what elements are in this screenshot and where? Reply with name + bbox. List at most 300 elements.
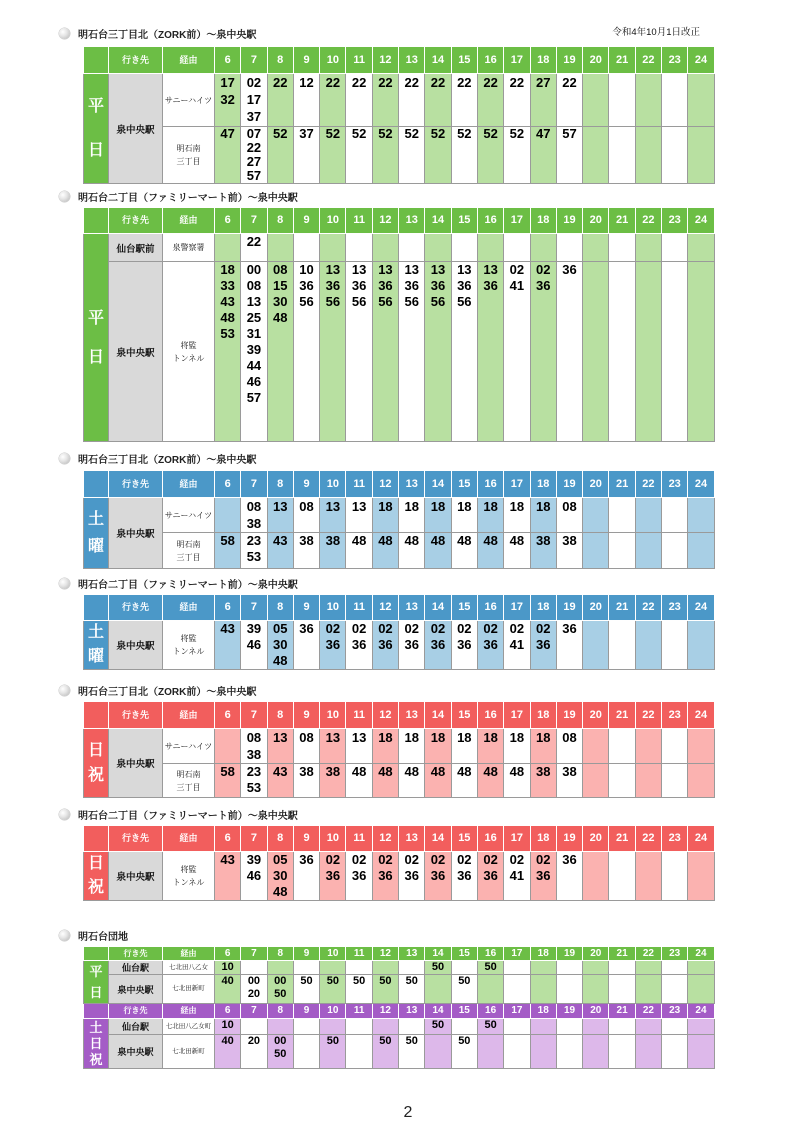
departure-times-19: 22 — [556, 74, 582, 127]
departure-times-23 — [662, 234, 688, 262]
departure-times-12 — [372, 1019, 398, 1035]
departure-times-24 — [688, 234, 714, 262]
day-label: 日祝 — [88, 855, 105, 896]
day-label-cell — [84, 961, 109, 1004]
departure-times-9: 36 — [293, 852, 319, 901]
day-label-cell — [84, 498, 109, 569]
departure-times-18: 38 — [530, 533, 556, 569]
via-stop: サニーハイツ — [163, 74, 215, 127]
header-hour-11: 11 — [346, 947, 372, 961]
day-label: 日祝 — [88, 742, 105, 784]
departure-times-9: 36 — [293, 621, 319, 670]
departure-times-10: 38 — [320, 764, 346, 798]
day-label-cell — [84, 729, 109, 798]
header-hour-19: 19 — [556, 826, 582, 852]
page-number: 2 — [403, 1104, 413, 1121]
header-corner — [84, 47, 109, 74]
header-hour-6: 6 — [215, 826, 241, 852]
departure-times-17: 48 — [504, 533, 530, 569]
header-hour-10: 10 — [320, 208, 346, 234]
header-hour-24: 24 — [688, 702, 714, 729]
header-hour-12: 12 — [372, 826, 398, 852]
header-via: 経由 — [163, 208, 215, 234]
destination: 泉中央駅 — [109, 852, 163, 901]
departure-times-19: 57 — [556, 127, 582, 184]
departure-times-11: 13 — [346, 729, 372, 764]
departure-times-15 — [451, 1019, 477, 1035]
departure-times-20 — [583, 975, 609, 1004]
header-hour-8: 8 — [267, 595, 293, 621]
departure-times-21 — [609, 533, 635, 569]
departure-times-22 — [635, 621, 661, 670]
departure-times-23 — [662, 852, 688, 901]
departure-times-22 — [635, 852, 661, 901]
departure-times-21 — [609, 729, 635, 764]
header-corner — [84, 947, 109, 961]
header-hour-9: 9 — [293, 208, 319, 234]
header-destination: 行き先 — [109, 1004, 163, 1019]
departure-times-16: 52 — [477, 127, 503, 184]
header-hour-8: 8 — [267, 947, 293, 961]
header-hour-15: 15 — [451, 826, 477, 852]
day-label: 土日祝 — [89, 1019, 103, 1067]
departure-times-16: 50 — [477, 1019, 503, 1035]
departure-times-9: 08 — [293, 729, 319, 764]
departure-times-23 — [662, 74, 688, 127]
header-hour-13: 13 — [399, 471, 425, 498]
header-hour-18: 18 — [530, 826, 556, 852]
header-corner — [84, 595, 109, 621]
departure-times-21 — [609, 961, 635, 975]
departure-times-21 — [609, 764, 635, 798]
header-hour-23: 23 — [662, 826, 688, 852]
departure-times-19: 36 — [556, 852, 582, 901]
departure-times-23 — [662, 262, 688, 442]
header-hour-6: 6 — [215, 47, 241, 74]
departure-times-15: 02 36 — [451, 852, 477, 901]
departure-times-17: 22 — [504, 74, 530, 127]
departure-times-11 — [346, 1019, 372, 1035]
header-destination: 行き先 — [109, 47, 163, 74]
header-hour-21: 21 — [609, 1004, 635, 1019]
departure-times-17 — [504, 975, 530, 1004]
departure-times-6 — [215, 234, 241, 262]
departure-times-23 — [662, 498, 688, 533]
departure-times-11 — [346, 961, 372, 975]
header-hour-24: 24 — [688, 471, 714, 498]
departure-times-19 — [556, 961, 582, 975]
departure-times-13: 02 36 — [399, 621, 425, 670]
section-heading — [59, 928, 128, 942]
timetable-row — [84, 498, 715, 533]
timetable-row — [84, 1035, 715, 1069]
departure-times-13 — [399, 1019, 425, 1035]
departure-times-11: 48 — [346, 764, 372, 798]
departure-times-23 — [662, 961, 688, 975]
departure-times-20 — [583, 764, 609, 798]
departure-times-24 — [688, 74, 714, 127]
header-hour-16: 16 — [477, 826, 503, 852]
header-hour-16: 16 — [477, 947, 503, 961]
departure-times-16: 13 36 — [477, 262, 503, 442]
timetable — [83, 594, 715, 670]
timetable-row — [84, 262, 715, 442]
departure-times-22 — [635, 533, 661, 569]
departure-times-11: 48 — [346, 533, 372, 569]
header-hour-21: 21 — [609, 47, 635, 74]
departure-times-13: 50 — [399, 975, 425, 1004]
header-hour-14: 14 — [425, 702, 451, 729]
departure-times-20 — [583, 127, 609, 184]
departure-times-8 — [267, 234, 293, 262]
header-hour-22: 22 — [635, 208, 661, 234]
departure-times-24 — [688, 498, 714, 533]
bullet-icon — [59, 453, 70, 464]
departure-times-11: 13 36 56 — [346, 262, 372, 442]
departure-times-20 — [583, 1019, 609, 1035]
departure-times-12: 18 — [372, 498, 398, 533]
header-hour-16: 16 — [477, 1004, 503, 1019]
header-hour-12: 12 — [372, 702, 398, 729]
via-stop: 七北田八乙女町 — [163, 1019, 215, 1035]
departure-times-14: 50 — [425, 1019, 451, 1035]
header-row — [84, 826, 715, 852]
header-hour-19: 19 — [556, 471, 582, 498]
departure-times-19: 38 — [556, 533, 582, 569]
departure-times-17 — [504, 1019, 530, 1035]
header-hour-6: 6 — [215, 702, 241, 729]
day-label-cell — [84, 852, 109, 901]
header-hour-13: 13 — [399, 1004, 425, 1019]
section-title: 明石台三丁目北（ZORK前）～泉中央駅 — [78, 454, 257, 466]
header-hour-22: 22 — [635, 595, 661, 621]
departure-times-13: 18 — [399, 498, 425, 533]
departure-times-6: 40 — [215, 975, 241, 1004]
header-hour-20: 20 — [583, 826, 609, 852]
day-label: 土曜 — [88, 511, 105, 555]
header-hour-21: 21 — [609, 595, 635, 621]
departure-times-9 — [293, 1035, 319, 1069]
departure-times-17: 48 — [504, 764, 530, 798]
departure-times-19 — [556, 1035, 582, 1069]
departure-times-15: 48 — [451, 533, 477, 569]
header-hour-18: 18 — [530, 702, 556, 729]
header-hour-21: 21 — [609, 208, 635, 234]
departure-times-15: 22 — [451, 74, 477, 127]
departure-times-8: 13 — [267, 729, 293, 764]
departure-times-9 — [293, 234, 319, 262]
departure-times-17 — [504, 961, 530, 975]
departure-times-8: 00 50 — [267, 975, 293, 1004]
header-hour-16: 16 — [477, 47, 503, 74]
destination: 泉中央駅 — [109, 1035, 163, 1069]
header-row — [84, 1004, 715, 1019]
departure-times-21 — [609, 74, 635, 127]
departure-times-14 — [425, 1035, 451, 1069]
departure-times-16: 48 — [477, 533, 503, 569]
departure-times-24 — [688, 764, 714, 798]
departure-times-7: 00 08 13 25 31 39 44 46 57 — [241, 262, 267, 442]
header-hour-18: 18 — [530, 47, 556, 74]
departure-times-15: 18 — [451, 729, 477, 764]
departure-times-14: 52 — [425, 127, 451, 184]
departure-times-20 — [583, 234, 609, 262]
header-hour-19: 19 — [556, 947, 582, 961]
departure-times-14 — [425, 975, 451, 1004]
header-hour-14: 14 — [425, 1004, 451, 1019]
header-hour-10: 10 — [320, 1004, 346, 1019]
destination: 仙台駅前 — [109, 234, 163, 262]
departure-times-7 — [241, 961, 267, 975]
departure-times-21 — [609, 127, 635, 184]
header-hour-19: 19 — [556, 595, 582, 621]
header-hour-15: 15 — [451, 1004, 477, 1019]
departure-times-6 — [215, 498, 241, 533]
departure-times-10: 22 — [320, 74, 346, 127]
section-title: 明石台二丁目（ファミリーマート前）～泉中央駅 — [78, 579, 298, 591]
timetable — [83, 946, 715, 1069]
departure-times-20 — [583, 498, 609, 533]
header-hour-9: 9 — [293, 1004, 319, 1019]
header-hour-19: 19 — [556, 47, 582, 74]
bullet-icon — [59, 685, 70, 696]
destination: 泉中央駅 — [109, 74, 163, 184]
departure-times-19: 08 — [556, 729, 582, 764]
day-label-cell — [84, 1019, 109, 1069]
departure-times-17: 02 41 — [504, 621, 530, 670]
departure-times-7: 00 20 — [241, 975, 267, 1004]
departure-times-6: 43 — [215, 621, 241, 670]
header-hour-18: 18 — [530, 471, 556, 498]
header-hour-11: 11 — [346, 1004, 372, 1019]
departure-times-6: 58 — [215, 533, 241, 569]
departure-times-21 — [609, 1019, 635, 1035]
departure-times-8: 05 30 48 — [267, 852, 293, 901]
day-label-cell — [84, 74, 109, 184]
timetable — [83, 825, 715, 901]
timetable-row — [84, 975, 715, 1004]
header-hour-10: 10 — [320, 471, 346, 498]
departure-times-15 — [451, 234, 477, 262]
departure-times-8: 22 — [267, 74, 293, 127]
header-hour-23: 23 — [662, 1004, 688, 1019]
departure-times-8: 43 — [267, 764, 293, 798]
header-hour-12: 12 — [372, 47, 398, 74]
header-destination: 行き先 — [109, 208, 163, 234]
departure-times-21 — [609, 498, 635, 533]
departure-times-22 — [635, 1035, 661, 1069]
header-hour-20: 20 — [583, 471, 609, 498]
departure-times-14: 50 — [425, 961, 451, 975]
header-hour-23: 23 — [662, 947, 688, 961]
departure-times-16: 18 — [477, 498, 503, 533]
departure-times-11: 02 36 — [346, 852, 372, 901]
departure-times-16: 22 — [477, 74, 503, 127]
day-label: 平日 — [88, 97, 105, 159]
header-hour-21: 21 — [609, 826, 635, 852]
header-hour-9: 9 — [293, 595, 319, 621]
header-hour-16: 16 — [477, 702, 503, 729]
departure-times-7: 07 22 27 57 — [241, 127, 267, 184]
header-hour-23: 23 — [662, 471, 688, 498]
header-hour-9: 9 — [293, 702, 319, 729]
departure-times-14: 18 — [425, 498, 451, 533]
header-hour-17: 17 — [504, 947, 530, 961]
header-hour-6: 6 — [215, 595, 241, 621]
departure-times-6: 10 — [215, 961, 241, 975]
timetable-row — [84, 729, 715, 764]
header-corner — [84, 208, 109, 234]
via-stop: 将監 トンネル — [163, 852, 215, 901]
header-hour-11: 11 — [346, 208, 372, 234]
destination: 仙台駅 — [109, 961, 163, 975]
departure-times-22 — [635, 729, 661, 764]
timetable-row — [84, 234, 715, 262]
header-hour-10: 10 — [320, 702, 346, 729]
departure-times-18: 02 36 — [530, 852, 556, 901]
departure-times-13 — [399, 234, 425, 262]
departure-times-7: 20 — [241, 1035, 267, 1069]
departure-times-12: 50 — [372, 1035, 398, 1069]
via-stop: 七北田新町 — [163, 975, 215, 1004]
header-hour-10: 10 — [320, 595, 346, 621]
departure-times-17: 52 — [504, 127, 530, 184]
departure-times-6: 58 — [215, 764, 241, 798]
departure-times-18: 02 36 — [530, 621, 556, 670]
header-hour-12: 12 — [372, 1004, 398, 1019]
header-hour-24: 24 — [688, 826, 714, 852]
timetable — [83, 207, 715, 442]
header-hour-16: 16 — [477, 471, 503, 498]
header-corner — [84, 826, 109, 852]
departure-times-10: 52 — [320, 127, 346, 184]
revision-date: 令和4年10月1日改正 — [612, 27, 700, 38]
departure-times-23 — [662, 1019, 688, 1035]
destination: 仙台駅 — [109, 1019, 163, 1035]
departure-times-20 — [583, 533, 609, 569]
departure-times-9: 38 — [293, 764, 319, 798]
departure-times-9: 10 36 56 — [293, 262, 319, 442]
header-hour-12: 12 — [372, 947, 398, 961]
header-via: 経由 — [163, 1004, 215, 1019]
header-hour-18: 18 — [530, 595, 556, 621]
header-row — [84, 702, 715, 729]
header-row — [84, 947, 715, 961]
departure-times-6: 18 33 43 48 53 — [215, 262, 241, 442]
departure-times-23 — [662, 621, 688, 670]
via-stop: 明石南 三丁目 — [163, 533, 215, 569]
header-hour-14: 14 — [425, 595, 451, 621]
departure-times-11: 52 — [346, 127, 372, 184]
departure-times-16 — [477, 975, 503, 1004]
departure-times-18: 02 36 — [530, 262, 556, 442]
departure-times-17: 02 41 — [504, 852, 530, 901]
departure-times-12: 13 36 56 — [372, 262, 398, 442]
header-hour-24: 24 — [688, 595, 714, 621]
departure-times-18 — [530, 961, 556, 975]
departure-times-22 — [635, 127, 661, 184]
header-hour-16: 16 — [477, 208, 503, 234]
header-hour-13: 13 — [399, 947, 425, 961]
departure-times-12: 48 — [372, 533, 398, 569]
departure-times-18: 18 — [530, 498, 556, 533]
section-title: 明石台二丁目（ファミリーマート前）～泉中央駅 — [78, 810, 298, 822]
section-heading — [59, 683, 256, 697]
departure-times-19 — [556, 1019, 582, 1035]
timetable — [83, 701, 715, 798]
header-hour-18: 18 — [530, 1004, 556, 1019]
departure-times-13 — [399, 961, 425, 975]
day-label: 土曜 — [88, 624, 105, 665]
header-hour-9: 9 — [293, 826, 319, 852]
departure-times-7: 08 38 — [241, 498, 267, 533]
header-hour-7: 7 — [241, 208, 267, 234]
departure-times-7: 39 46 — [241, 852, 267, 901]
departure-times-7: 02 17 37 — [241, 74, 267, 127]
departure-times-22 — [635, 262, 661, 442]
departure-times-8: 05 30 48 — [267, 621, 293, 670]
departure-times-24 — [688, 127, 714, 184]
section-heading — [59, 189, 298, 203]
bullet-icon — [59, 809, 70, 820]
departure-times-22 — [635, 764, 661, 798]
departure-times-15: 50 — [451, 975, 477, 1004]
bullet-icon — [59, 28, 70, 39]
departure-times-16 — [477, 234, 503, 262]
departure-times-8: 43 — [267, 533, 293, 569]
departure-times-14: 18 — [425, 729, 451, 764]
header-hour-20: 20 — [583, 947, 609, 961]
departure-times-15: 18 — [451, 498, 477, 533]
header-hour-12: 12 — [372, 595, 398, 621]
header-row — [84, 471, 715, 498]
timetable-row — [84, 533, 715, 569]
header-hour-12: 12 — [372, 471, 398, 498]
departure-times-10: 50 — [320, 1035, 346, 1069]
timetable — [83, 470, 715, 569]
header-hour-15: 15 — [451, 471, 477, 498]
departure-times-7: 23 53 — [241, 533, 267, 569]
header-hour-14: 14 — [425, 826, 451, 852]
via-stop: 将監 トンネル — [163, 621, 215, 670]
departure-times-14 — [425, 234, 451, 262]
header-hour-21: 21 — [609, 471, 635, 498]
header-hour-14: 14 — [425, 208, 451, 234]
departure-times-18: 18 — [530, 729, 556, 764]
header-hour-13: 13 — [399, 47, 425, 74]
departure-times-19: 36 — [556, 262, 582, 442]
header-hour-20: 20 — [583, 595, 609, 621]
departure-times-8: 00 50 — [267, 1035, 293, 1069]
header-via: 経由 — [163, 471, 215, 498]
header-hour-18: 18 — [530, 208, 556, 234]
departure-times-8: 08 15 30 48 — [267, 262, 293, 442]
departure-times-16: 18 — [477, 729, 503, 764]
departure-times-8: 52 — [267, 127, 293, 184]
departure-times-8 — [267, 961, 293, 975]
departure-times-24 — [688, 1035, 714, 1069]
header-hour-11: 11 — [346, 47, 372, 74]
header-hour-17: 17 — [504, 47, 530, 74]
timetable-row — [84, 852, 715, 901]
timetable-row — [84, 127, 715, 184]
header-destination: 行き先 — [109, 471, 163, 498]
header-hour-8: 8 — [267, 471, 293, 498]
header-hour-24: 24 — [688, 1004, 714, 1019]
header-hour-23: 23 — [662, 702, 688, 729]
header-hour-15: 15 — [451, 208, 477, 234]
day-label: 平日 — [88, 309, 105, 366]
